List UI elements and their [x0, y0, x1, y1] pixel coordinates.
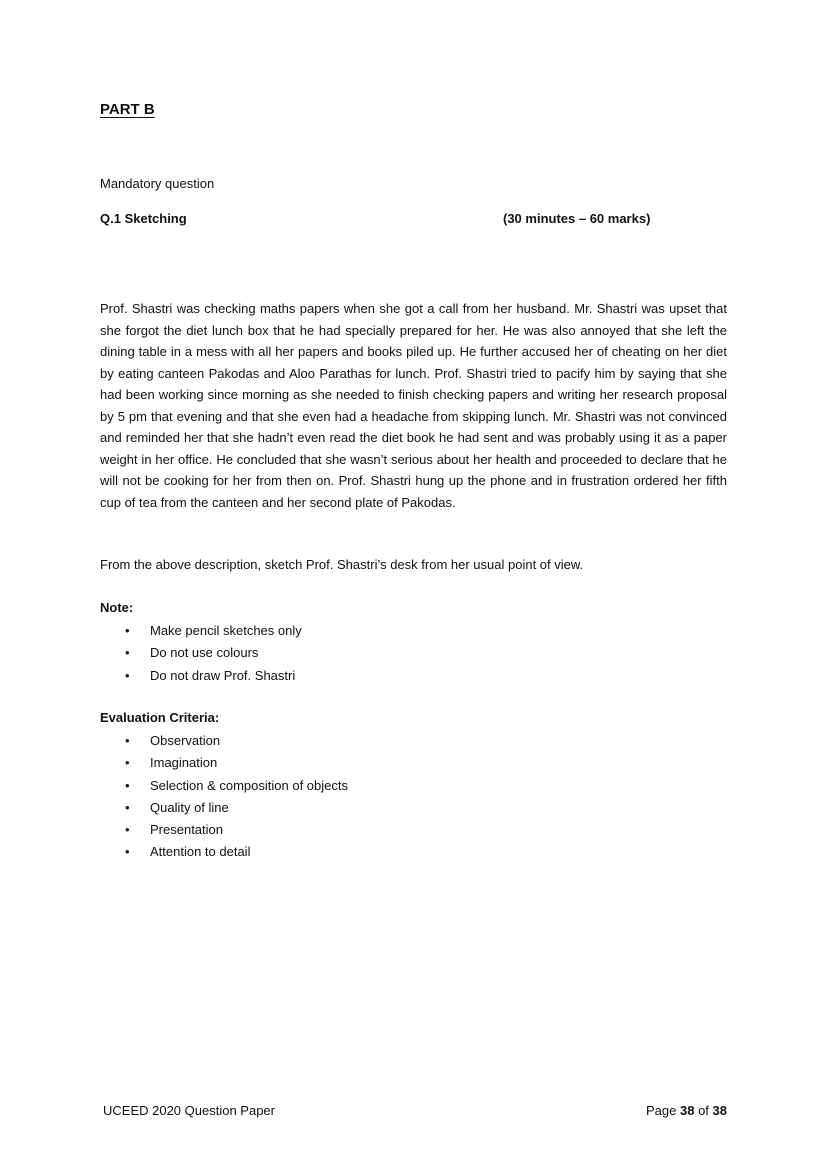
total-pages: 38 — [712, 1103, 727, 1118]
list-item: • Attention to detail — [100, 841, 348, 863]
evaluation-heading: Evaluation Criteria: — [100, 710, 220, 725]
list-item: • Selection & composition of objects — [100, 775, 348, 797]
list-item: • Presentation — [100, 819, 348, 841]
note-list — [100, 620, 302, 687]
footer-title: UCEED 2020 Question Paper — [103, 1103, 275, 1118]
list-item: • Observation — [100, 730, 348, 752]
bullet-icon: • — [125, 777, 130, 793]
part-heading: PART B — [100, 101, 155, 118]
bullet-icon: • — [125, 623, 130, 638]
bullet-icon: • — [125, 733, 130, 748]
current-page: 38 — [679, 1103, 695, 1118]
list-item: • Imagination — [100, 752, 348, 774]
bullet-icon: • — [125, 667, 130, 683]
bullet-icon: • — [125, 645, 130, 661]
bullet-icon: • — [125, 822, 130, 838]
bullet-icon: • — [125, 799, 130, 815]
question-time-marks: (30 minutes – 60 marks) — [503, 211, 651, 226]
footer-page-number: Page 38 of 38 — [645, 1103, 727, 1118]
bullet-icon: • — [125, 755, 130, 771]
note-heading: Note: — [100, 600, 134, 615]
question-header — [100, 211, 727, 226]
list-item: • Do not draw Prof. Shastri — [100, 665, 302, 687]
question-passage: Prof. Shastri was checking maths papers when she got a call from her husband. Mr. Shastri was upset that she forgot the diet lunch box that he had specially prepared for her. He was also annoyed that she left the dining table in a mess with all her papers and books piled up. He further accused her of cheating on her diet by eating canteen Pakodas and Aloo Parathas for lunch. Prof. Shastri tried to pacify him by saying that she had been working since morning as she needed to finish checking papers and writing her research proposal by 5 pm that evening and that she even had a headache from skipping lunch. Mr. Shastri was not convinced and reminded her that she hadn’t even read the diet book he had sent and was probably using it as a paper weight in her office. He concluded that she wasn’t serious about her health and proceeded to declare that he will not be cooking for her from then on. Prof. Shastri hung up the phone and in frustration ordered her fifth cup of tea from the canteen and her second plate of Pakodas. — [100, 301, 727, 510]
bullet-icon: • — [125, 844, 130, 860]
list-item: • Make pencil sketches only — [100, 620, 302, 642]
list-item: • Quality of line — [100, 797, 348, 819]
evaluation-list — [100, 730, 348, 864]
mandatory-label: Mandatory question — [100, 176, 215, 191]
list-item: • Do not use colours — [100, 642, 302, 664]
question-title: Q.1 Sketching — [100, 211, 187, 226]
question-instruction: From the above description, sketch Prof. Shastri’s desk from her usual point of view. — [100, 557, 584, 572]
